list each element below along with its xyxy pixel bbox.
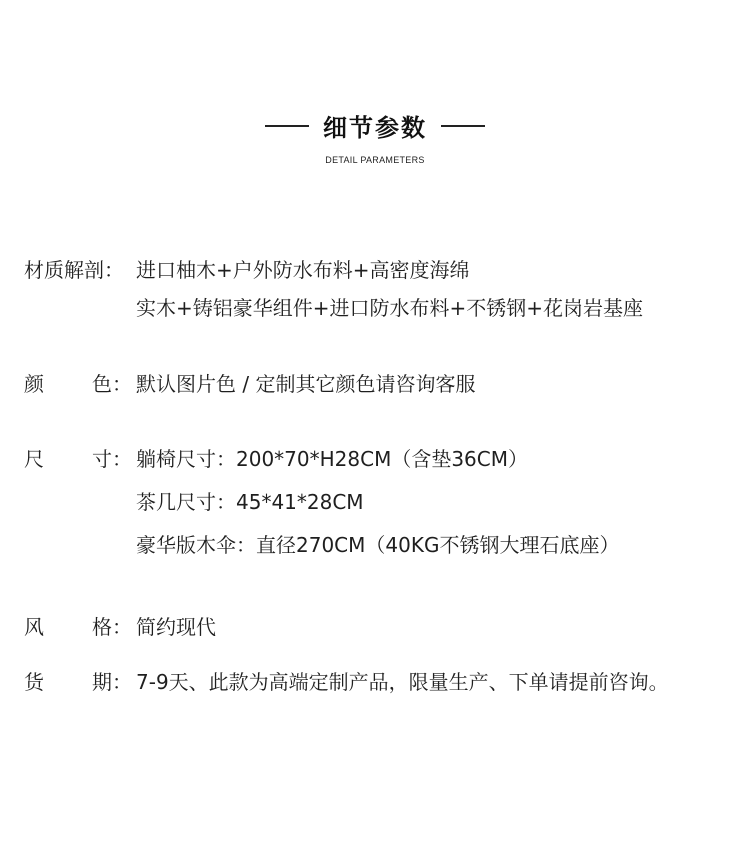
size-line-1: 躺椅尺寸：200*70*H28CM（含垫36CM） — [136, 447, 529, 471]
page-subtitle: DETAIL PARAMETERS — [325, 155, 425, 165]
size-label-char-2: 寸： — [92, 447, 132, 471]
material-line-1: 进口柚木+户外防水布料+高密度海绵 — [136, 258, 470, 282]
color-label-char-2: 色： — [92, 372, 132, 396]
title-row — [0, 108, 750, 143]
style-label-char-2: 格： — [92, 615, 132, 639]
title-dash-left — [265, 125, 309, 127]
delivery-label-char-2: 期： — [92, 670, 132, 694]
delivery-label-char-1: 货 — [24, 670, 44, 694]
size-line-3: 豪华版木伞：直径270CM（40KG不锈钢大理石底座） — [136, 533, 620, 557]
material-label: 材质解剖： — [24, 258, 124, 282]
section-header — [0, 108, 750, 165]
title-dash-right — [441, 125, 485, 127]
size-line-2: 茶几尺寸：45*41*28CM — [136, 490, 364, 514]
color-label-char-1: 颜 — [24, 372, 44, 396]
page-title: 细节参数 — [323, 114, 427, 142]
delivery-value: 7-9天、此款为高端定制产品，限量生产、下单请提前咨询。 — [136, 670, 669, 694]
style-label-char-1: 风 — [24, 615, 44, 639]
size-label-char-1: 尺 — [24, 447, 44, 471]
material-line-2: 实木+铸铝豪华组件+进口防水布料+不锈钢+花岗岩基座 — [136, 296, 644, 320]
style-value: 简约现代 — [136, 615, 216, 639]
color-value: 默认图片色 / 定制其它颜色请咨询客服 — [136, 372, 476, 396]
